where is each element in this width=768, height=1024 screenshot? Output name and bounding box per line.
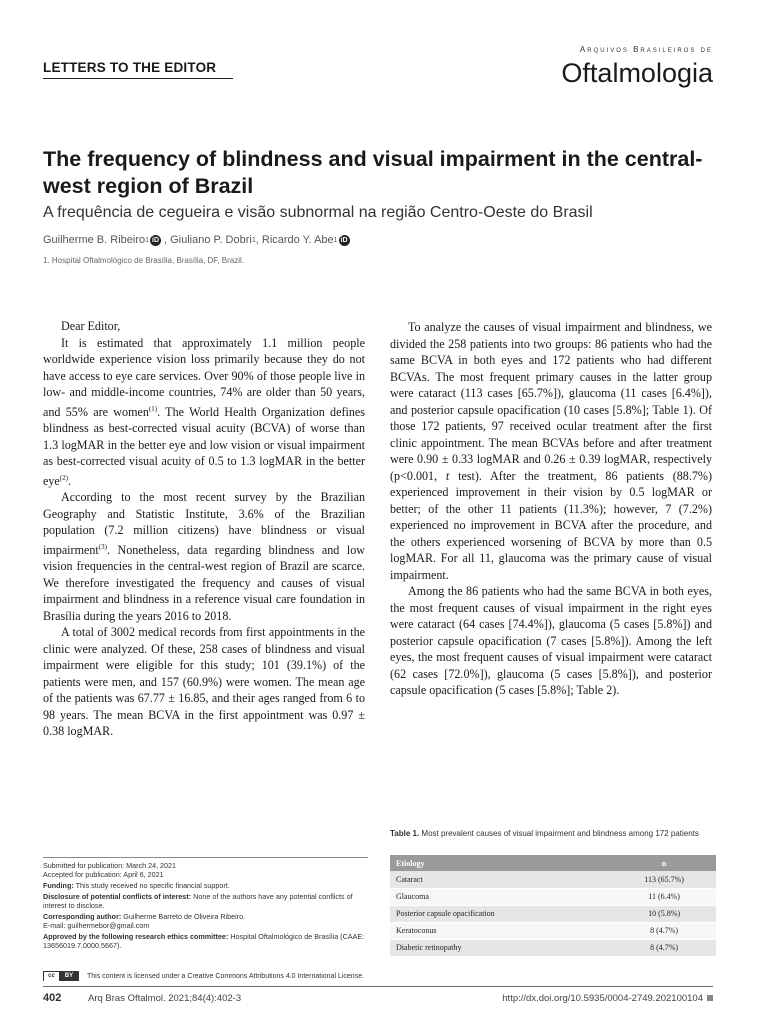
table-cell: Glaucoma bbox=[390, 888, 612, 905]
creative-commons-icon[interactable]: cc BY bbox=[43, 971, 79, 981]
journal-name: Oftalmologia bbox=[561, 58, 713, 88]
orcid-icon[interactable]: iD bbox=[152, 236, 159, 244]
body-paragraph: A total of 3002 medical records from first appointments in the clinic were analyzed. Of these, 258 cases of blindness and visual impairment were eligible for this study; 101 (39.1%) of the patients were men, and 157 (60.9%) were women. The mean age of the patients was 67.77 ± 16.85, and their ages ranged from 6 to 98 years. The mean BCVA in the first appointment was 0.97 ± 0.38 logMAR. bbox=[43, 625, 365, 739]
table-caption: Table 1. Most prevalent causes of visual impairment and blindness among 172 patients bbox=[390, 829, 699, 838]
license-text: This content is licensed under a Creative Commons Attributions 4.0 International License. bbox=[87, 972, 365, 980]
citation-ref[interactable]: (3) bbox=[98, 542, 107, 551]
table-cell: 10 (5.8%) bbox=[612, 905, 716, 922]
table-cell: 8 (4.7%) bbox=[612, 922, 716, 939]
table-cell: Cataract bbox=[390, 871, 612, 888]
body-paragraph: It is estimated that approximately 1.1 million people worldwide experience vision loss primarily because they do not have access to eye care services. Over 90% of those people live in low- and middle-income countries, 74% are older than 50 years, and 55% are women$^{(1)}$. The World Health Organization defines blindness as best-corrected visual acuity (BCVA) of worse than 1.3 logMAR in the better eye and low vision or visual impairment as best-corrected visual acuity of 0.5 to 1.3 logMAR in the better eye$^{(2)}$. bbox=[43, 335, 365, 488]
disclosure-note: Disclosure of potential conflicts of interest: None of the authors have any potential conflicts of interest to disclose. bbox=[43, 892, 353, 910]
salutation: Dear Editor, bbox=[61, 319, 121, 333]
table-cell: 8 (4.7%) bbox=[612, 939, 716, 956]
left-column bbox=[43, 318, 365, 740]
table-row bbox=[390, 922, 716, 939]
affiliation: 1. Hospital Oftalmológico de Brasília, Brasília, DF, Brazil. bbox=[43, 256, 244, 265]
table-cell: Diabetic retinopathy bbox=[390, 939, 612, 956]
affiliation-mark: 1 bbox=[333, 236, 338, 244]
column-header: n bbox=[612, 855, 716, 871]
table-cell: 113 (65.7%) bbox=[612, 871, 716, 888]
article-footnotes bbox=[43, 857, 368, 950]
right-column bbox=[390, 319, 712, 699]
table-cell: 11 (6.4%) bbox=[612, 888, 716, 905]
footer-divider bbox=[43, 986, 713, 987]
column-header: Etiology bbox=[390, 855, 612, 871]
article-title: The frequency of blindness and visual impairment in the central-west region of Brazil bbox=[43, 147, 703, 198]
orcid-icon[interactable]: iD bbox=[340, 236, 348, 244]
body-paragraph: To analyze the causes of visual impairment and blindness, we divided the 258 patients into two groups: 86 patients who had the same BCVA in both eyes and 172 patients who had different BCVAs. The most frequent primary causes in the latter group were cataract (113 cases [65.7%]), glaucoma (11 cases [6.4%]), and posterior capsule opacification (10 cases [5.8%]; Table 1). Of those 172 patients, 97 received ocular treatment after the first clinic appointment. The mean BCVAs before and after treatment were 0.90 ± 0.33 logMAR and 0.26 ± 0.39 logMAR, respectively (p<0.001, t test). After the treatment, 86 patients (88.7%) experienced improvement in their vision by 0.5 logMAR or better; of the other 11 patients (11.3%); however, 7 (7.2%) experienced no improvement in BCVA after the procedure, and the others experienced worsening of BCVA by more than 0.5 logMAR. For all 11, glaucoma was the primary cause of visual impairment. bbox=[390, 320, 712, 582]
table-cell: Posterior capsule opacification bbox=[390, 905, 612, 922]
table-row bbox=[390, 905, 716, 922]
section-label: LETTERS TO THE EDITOR bbox=[43, 60, 233, 79]
table-row bbox=[390, 939, 716, 956]
journal-subtitle: Arquivos Brasileiros de bbox=[579, 45, 713, 54]
doi-link[interactable]: http://dx.doi.org/10.5935/0004-2749.202100104 bbox=[502, 993, 713, 1004]
submitted-date: Submitted for publication: March 24, 2021 bbox=[43, 861, 177, 870]
author-name: , Ricardo Y. Abe bbox=[255, 234, 334, 246]
table-row bbox=[390, 888, 716, 905]
page-number: 402 bbox=[43, 992, 62, 1004]
citation-ref[interactable]: (1) bbox=[148, 404, 158, 413]
funding-note: Funding: This study received no specific financial support. bbox=[43, 881, 230, 890]
accepted-date: Accepted for publication: April 6, 2021 bbox=[43, 870, 164, 879]
affiliation-mark: 1 bbox=[145, 236, 149, 244]
article-subtitle: A frequência de cegueira e visão subnormal na região Centro-Oeste do Brasil bbox=[43, 204, 593, 221]
ethics-note: Approved by the following research ethics committee: Hospital Oftalmológico de Brasília (CAAE: 13656019.7.0000.5667). bbox=[43, 932, 365, 950]
body-paragraph: According to the most recent survey by the Brazilian Geography and Statistic Institute, 3.6% of the Brazilian population (7.2 million citizens) have blindness or visual impairment$^{(3)}$. Nonetheless, data regarding blindness and low vision frequencies in the central-west region of Brazil are scarce. We therefore investigated the frequency and causes of visual impairment and blindness in a reference visual care foundation in Brasília during the years 2016 to 2018. bbox=[43, 490, 365, 623]
license-notice bbox=[43, 971, 364, 981]
affiliation-mark: 1 bbox=[251, 236, 256, 244]
journal-citation: Arq Bras Oftalmol. 2021;84(4):402-3 bbox=[88, 993, 242, 1004]
citation-ref[interactable]: (2) bbox=[59, 473, 68, 482]
square-icon bbox=[707, 995, 713, 1001]
body-paragraph: Among the 86 patients who had the same BCVA in both eyes, the most frequent causes of visual impairment in the right eyes were cataract (64 cases [74.4%]), glaucoma (5 cases [5.8%]) and posterior capsule opacification (7 cases [5.8%]). Among the left eyes, the most frequent causes of visual impairment were cataract (62 cases [72.0%]), glaucoma (5 cases [5.8%]), and posterior capsule opacification (5 cases [5.8%]; Table 2). bbox=[390, 584, 712, 697]
author-email[interactable]: E-mail: guilhermebor@gmail.com bbox=[43, 921, 150, 930]
author-name: , Giuliano P. Dobri bbox=[164, 234, 252, 246]
table-cell: Keratoconus bbox=[390, 922, 612, 939]
corresponding-author: Corresponding author: Guilherme Barreto de Oliveira Ribeiro. bbox=[43, 912, 246, 921]
data-table bbox=[390, 855, 716, 957]
author-name: Guilherme B. Ribeiro bbox=[43, 234, 146, 246]
table-header-row bbox=[390, 855, 716, 871]
table-row bbox=[390, 871, 716, 888]
author-list bbox=[43, 234, 733, 246]
